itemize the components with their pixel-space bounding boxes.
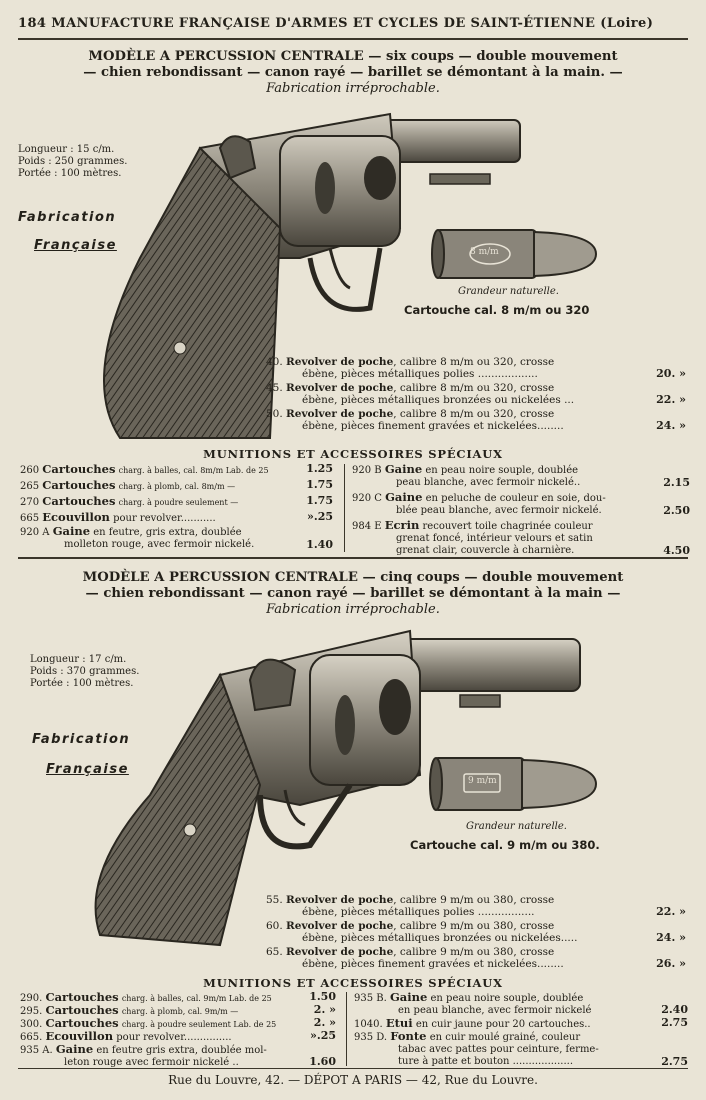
spec-length: Longueur : 15 c/m. — [18, 144, 115, 155]
item-price: 26. » — [656, 957, 686, 970]
acc-row: 935 A. Gaine en feutre gris extra, doublée mol- leton rouge avec fermoir nickelé .. 1.60 — [20, 1042, 336, 1068]
footer-address: Rue du Louvre, 42. — DÉPOT A PARIS — 42, Rue du Louvre. — [168, 1073, 538, 1087]
section-divider — [18, 557, 688, 559]
item-price: 24. » — [656, 419, 686, 432]
spec-length: Longueur : 17 c/m. — [30, 654, 127, 665]
acc-row: 290. Cartouches charg. à balles, cal. 9m/m Lab. de 25 1.50 — [20, 990, 336, 1004]
model1-accessories-right — [352, 463, 692, 559]
header-rule — [18, 38, 688, 40]
model1-accessories-heading: MUNITIONS ET ACCESSOIRES SPÉCIAUX — [203, 447, 503, 461]
model1-fabrication-label: Fabrication — [18, 210, 117, 225]
cartridge-mark-8mm: 8 m/m — [470, 247, 499, 257]
acc-row: 920 B Gaine en peau noire souple, doublée peau blanche, avec fermoir nickelé.. 2.15 — [352, 462, 690, 489]
item-name: Revolver de poche — [286, 408, 394, 420]
model1-item-45: 45. Revolver de poche, calibre 8 m/m ou 320, crosse ébène, pièces métalliques bronzées ou nickelées ... 22. » — [266, 382, 686, 406]
model1-grandeur: Grandeur naturelle. — [458, 286, 559, 297]
acc-row: 260 Cartouches charg. à balles, cal. 8m/m Lab. de 25 1.25 — [20, 462, 333, 476]
footer-rule — [18, 1068, 688, 1069]
page-header-title: MANUFACTURE FRANÇAISE D'ARMES ET CYCLES DE SAINT-ÉTIENNE (Loire) — [51, 16, 654, 31]
item-name: Revolver de poche — [286, 382, 394, 394]
spec-range: Portée : 100 mètres. — [30, 678, 134, 689]
model2-item-list — [266, 894, 686, 972]
model2-accessories-left — [20, 991, 338, 1069]
item-name: Revolver de poche — [286, 356, 394, 368]
model2-title-line1: MODÈLE A PERCUSSION CENTRALE — cinq coups — double mouvement — [82, 570, 624, 585]
acc-row: 935 D. Fonte en cuir moulé grainé, couleur tabac avec pattes pour ceinture, ferme- ture à patte et bouton ................... 2.75 — [354, 1029, 688, 1068]
model2-grandeur: Grandeur naturelle. — [466, 821, 567, 832]
item-price: 24. » — [656, 931, 686, 944]
acc-row: 665 Ecouvillon pour revolver........... ».25 — [20, 510, 333, 524]
acc-row: 984 E Ecrin recouvert toile chagrinée couleur grenat foncé, intérieur velours et satin grenat clair, couvercle à charnière. 4.50 — [352, 518, 690, 557]
item-name: Revolver de poche — [286, 894, 394, 906]
model1-francaise-label: Française — [34, 238, 117, 253]
acc-row: 920 C Gaine en peluche de couleur en soie, dou- blée peau blanche, avec fermoir nickelé. 2.50 — [352, 490, 690, 517]
model2-title-line2: — chien rebondissant — canon rayé — barillet se démontant à la main — — [85, 586, 621, 601]
page-header — [18, 16, 688, 31]
item-price: 20. » — [656, 367, 686, 380]
acc-row: 935 B. Gaine en peau noire souple, doublée en peau blanche, avec fermoir nickelé 2.40 — [354, 990, 688, 1016]
acc-row: 300. Cartouches charg. à poudre seulement Lab. de 25 2. » — [20, 1016, 336, 1030]
item-price: 22. » — [656, 393, 686, 406]
model1-item-40: 40. Revolver de poche, calibre 8 m/m ou 320, crosse ébène, pièces métalliques polies .................. 20. » — [266, 356, 686, 380]
model2-accessories-heading: MUNITIONS ET ACCESSOIRES SPÉCIAUX — [203, 976, 503, 990]
cartridge-mark-9mm: 9 m/m — [468, 776, 497, 786]
acc-row: 295. Cartouches charg. à plomb, cal. 9m/m — 2. » — [20, 1003, 336, 1017]
model1-item-50: 50. Revolver de poche, calibre 8 m/m ou 320, crosse ébène, pièces finement gravées et nickelées........ 24. » — [266, 408, 686, 432]
item-price: 22. » — [656, 905, 686, 918]
item-name: Revolver de poche — [286, 920, 394, 932]
page-number: 184 — [18, 16, 47, 31]
column-divider — [344, 464, 345, 552]
model2-item-65: 65. Revolver de poche, calibre 9 m/m ou 380, crosse ébène, pièces finement gravées et nickelées........ 26. » — [266, 946, 686, 970]
model2-accessories-right — [354, 991, 690, 1069]
acc-row: 265 Cartouches charg. à plomb, cal. 8m/m — 1.75 — [20, 478, 333, 492]
cartridge-illustration-9mm — [428, 752, 598, 816]
model1-cartouche: Cartouche cal. 8 m/m ou 320 — [404, 303, 590, 317]
model2-item-55: 55. Revolver de poche, calibre 9 m/m ou 380, crosse ébène, pièces métalliques polies ................. 22. » — [266, 894, 686, 918]
model2-francaise-label: Française — [46, 762, 129, 777]
model2-fabrication-label: Fabrication — [32, 732, 131, 747]
item-name: Revolver de poche — [286, 946, 394, 958]
model1-subtitle: Fabrication irréprochable. — [266, 81, 440, 96]
spec-weight: Poids : 370 grammes. — [30, 666, 140, 677]
column-divider — [346, 992, 347, 1066]
model1-title-line2: — chien rebondissant — canon rayé — barillet se démontant à la main. — — [83, 65, 623, 80]
model2-item-60: 60. Revolver de poche, calibre 9 m/m ou 380, crosse ébène, pièces métalliques bronzées ou nickelées..... 24. » — [266, 920, 686, 944]
acc-row: 1040. Etui en cuir jaune pour 20 cartouches.. 2.75 — [354, 1016, 688, 1030]
model2-subtitle: Fabrication irréprochable. — [266, 602, 440, 617]
model1-accessories-left — [20, 463, 335, 553]
model2-cartouche: Cartouche cal. 9 m/m ou 380. — [410, 838, 600, 852]
acc-row: 665. Ecouvillon pour revolver............... ».25 — [20, 1029, 336, 1043]
cartridge-illustration-8mm — [430, 224, 600, 284]
acc-row: 920 A Gaine en feutre, gris extra, doublée molleton rouge, avec fermoir nickelé. 1.40 — [20, 524, 333, 551]
spec-range: Portée : 100 mètres. — [18, 168, 122, 179]
acc-row: 270 Cartouches charg. à poudre seulement — 1.75 — [20, 494, 333, 508]
spec-weight: Poids : 250 grammes. — [18, 156, 128, 167]
model1-item-list — [266, 356, 686, 434]
model1-title-line1: MODÈLE A PERCUSSION CENTRALE — six coups — double mouvement — [88, 49, 618, 64]
